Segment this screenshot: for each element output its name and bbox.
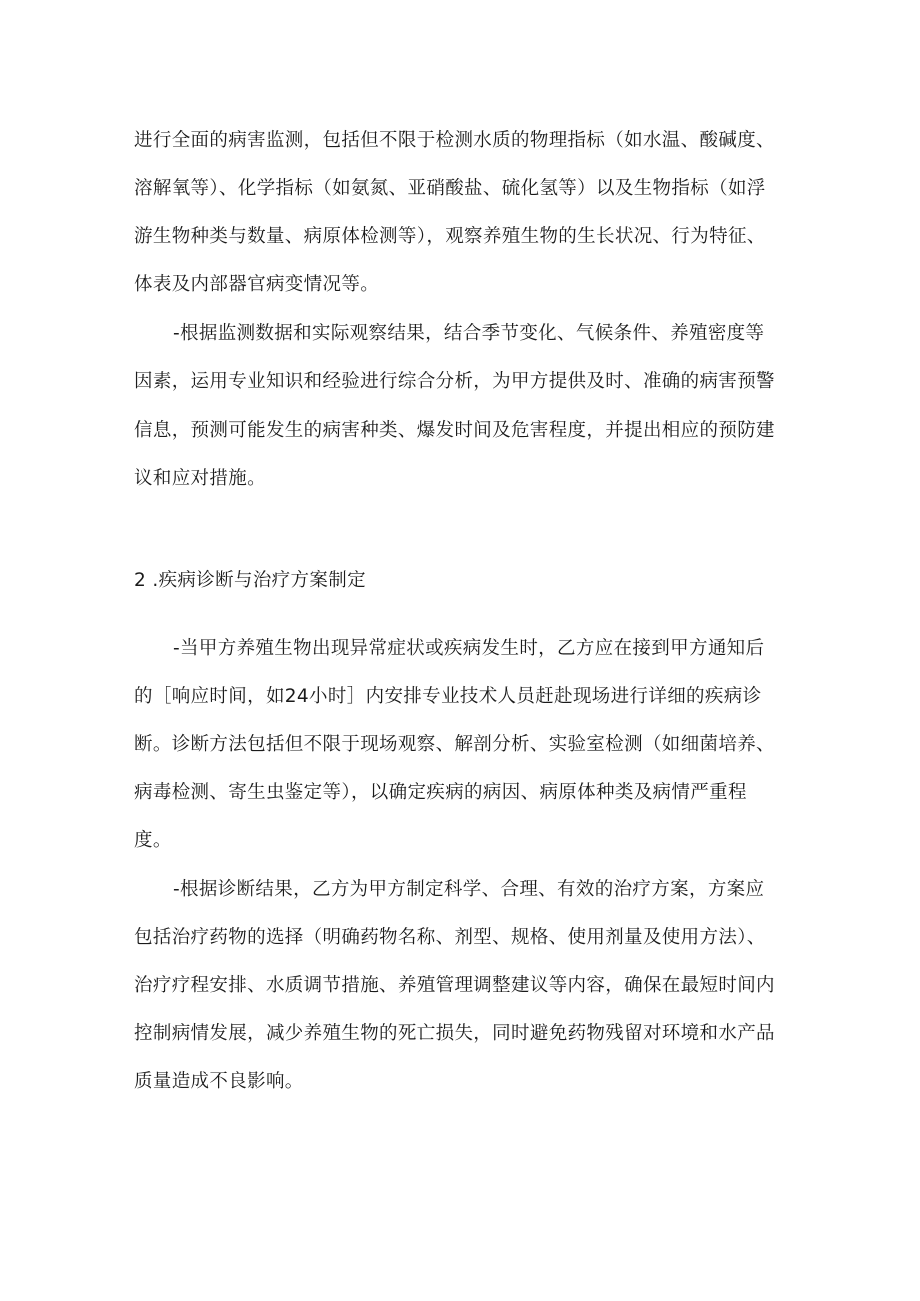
paragraph-3-line-2: 的［响应时间，如24小时］内安排专业技术人员赶赴现场进行详细的疾病诊 bbox=[134, 686, 762, 707]
paragraph-4-line-4: 控制病情发展，减少养殖生物的死亡损失，同时避免药物残留对环境和水产品 bbox=[134, 1023, 775, 1044]
paragraph-4-line-1: -根据诊断结果，乙方为甲方制定科学、合理、有效的治疗方案，方案应 bbox=[173, 879, 765, 900]
paragraph-1-line-1: 进行全面的病害监测，包括但不限于检测水质的物理指标（如水温、酸碱度、 bbox=[134, 130, 775, 151]
paragraph-3-line-1: -当甲方养殖生物出现异常症状或疾病发生时，乙方应在接到甲方通知后 bbox=[173, 638, 765, 659]
paragraph-4-line-2: 包括治疗药物的选择（明确药物名称、剂型、规格、使用剂量及使用方法）、 bbox=[134, 927, 766, 948]
paragraph-3-line-5: 度。 bbox=[134, 830, 172, 851]
paragraph-4-line-3: 治疗疗程安排、水质调节措施、养殖管理调整建议等内容，确保在最短时间内 bbox=[134, 975, 775, 996]
section-heading: 2 .疾病诊断与治疗方案制定 bbox=[134, 570, 366, 591]
paragraph-2-line-3: 信息，预测可能发生的病害种类、爆发时间及危害程度，并提出相应的预防建 bbox=[134, 420, 775, 441]
paragraph-3-line-3: 断。诊断方法包括但不限于现场观察、解剖分析、实验室检测（如细菌培养、 bbox=[134, 734, 775, 755]
paragraph-3-line-4: 病毒检测、寄生虫鉴定等），以确定疾病的病因、病原体种类及病情严重程 bbox=[134, 782, 747, 803]
paragraph-1-line-3: 游生物种类与数量、病原体检测等），观察养殖生物的生长状况、行为特征、 bbox=[134, 226, 766, 247]
paragraph-2-line-1: -根据监测数据和实际观察结果，结合季节变化、气候条件、养殖密度等 bbox=[173, 323, 765, 344]
paragraph-1-line-4: 体表及内部器官病变情况等。 bbox=[134, 274, 380, 295]
paragraph-4-line-5: 质量造成不良影响。 bbox=[134, 1071, 304, 1092]
paragraph-1-line-2: 溶解氧等）、化学指标（如氨氮、亚硝酸盐、硫化氢等）以及生物指标（如浮 bbox=[134, 178, 766, 199]
paragraph-2-line-2: 因素，运用专业知识和经验进行综合分析，为甲方提供及时、准确的病害预警 bbox=[134, 371, 775, 392]
paragraph-2-line-4: 议和应对措施。 bbox=[134, 468, 266, 489]
